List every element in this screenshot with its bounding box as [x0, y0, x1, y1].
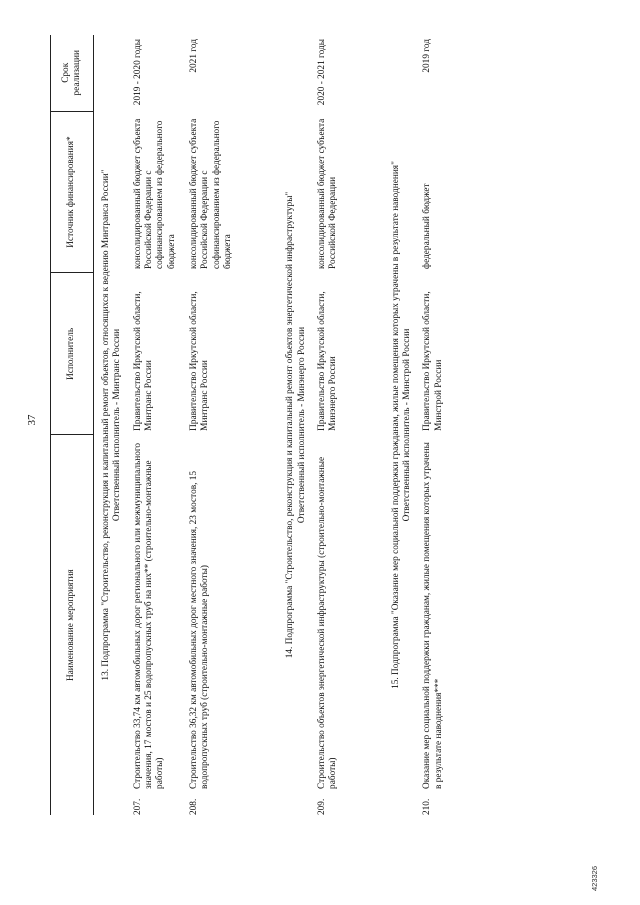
row-name: Строительство 36,32 км автомобильных дорог местного значения, 23 мостов, 15 водопропускных труб (строительно-монтажные работы) — [188, 470, 211, 789]
row-source: консолидированный бюджет субъекта Российской Федерации — [316, 118, 339, 269]
section-spacer — [242, 35, 278, 815]
row-name: Строительство объектов энергетической инфраструктуры (строительно-монтажные работы) — [316, 456, 339, 789]
document-code: 423326 — [590, 865, 599, 891]
subprogram-responsible: Ответственный исполнитель - Минтранс России — [112, 328, 123, 522]
table-row — [130, 35, 186, 815]
row-source: федеральный бюджет — [422, 183, 433, 269]
row-name: Строительство 33,74 км автомобильных дорог регионального или межмуниципального значения, 17 мостов и 25 водопропускных труб на них** (строительно-монтажные работы) — [132, 442, 166, 789]
row-number: 208. — [188, 798, 199, 815]
row-number: 210. — [422, 798, 433, 815]
header-term: Срок реализации — [51, 35, 94, 111]
table-row — [419, 35, 453, 815]
header-executor: Исполнитель — [51, 273, 94, 435]
row-term: 2020 - 2021 годы — [316, 39, 327, 106]
table-row — [186, 35, 242, 815]
row-executor: Правительство Иркутской области, Минстрой России — [422, 291, 444, 431]
header-source: Источник финансирования* — [51, 111, 94, 273]
row-source: консолидированный бюджет субъекта Российской Федерации с софинансированием из федерального бюджета — [132, 118, 177, 269]
subprogram-heading — [278, 35, 314, 815]
subprogram-responsible: Ответственный исполнитель - Минэнерго России — [296, 326, 307, 524]
subprogram-heading — [384, 35, 420, 815]
row-source: консолидированный бюджет субъекта Российской Федерации с софинансированием из федерального бюджета — [188, 118, 233, 269]
row-term: 2019 - 2020 годы — [132, 39, 143, 106]
row-name: Оказание мер социальной поддержки гражданам, жилые помещения которых утрачены в результате наводнения*** — [422, 442, 444, 789]
row-number: 209. — [316, 798, 327, 815]
table-row — [314, 35, 348, 815]
subprogram-heading — [94, 35, 130, 815]
row-executor: Правительство Иркутской области, Минтранс России — [132, 291, 154, 431]
subprogram-responsible: Ответственный исполнитель - Минстрой России — [401, 328, 412, 522]
row-term: 2019 год — [422, 39, 433, 73]
header-name: Наименование мероприятия — [51, 435, 94, 815]
section-spacer — [348, 35, 384, 815]
row-term: 2021 год — [188, 39, 199, 73]
subprogram-title: 13. Подпрограмма "Строительство, реконструкция и капитальный ремонт объектов, относящихся к ведению Минтранса России" — [101, 169, 111, 681]
row-number: 207. — [132, 798, 143, 815]
subprogram-title: 14. Подпрограмма "Строительство, реконструкция и капитальный ремонт объектов энергетической инфраструктуры" — [285, 191, 296, 659]
table-header-row — [51, 35, 94, 815]
row-executor: Правительство Иркутской области, Минэнерго России — [316, 291, 339, 431]
measures-table — [50, 35, 453, 815]
row-executor: Правительство Иркутской области, Минтранс России — [188, 291, 211, 431]
subprogram-title: 15. Подпрограмма "Оказание мер социальной поддержки гражданам, жилые помещения которых утрачены в результате наводнения" — [390, 161, 401, 689]
page-number: 37 — [26, 414, 38, 426]
